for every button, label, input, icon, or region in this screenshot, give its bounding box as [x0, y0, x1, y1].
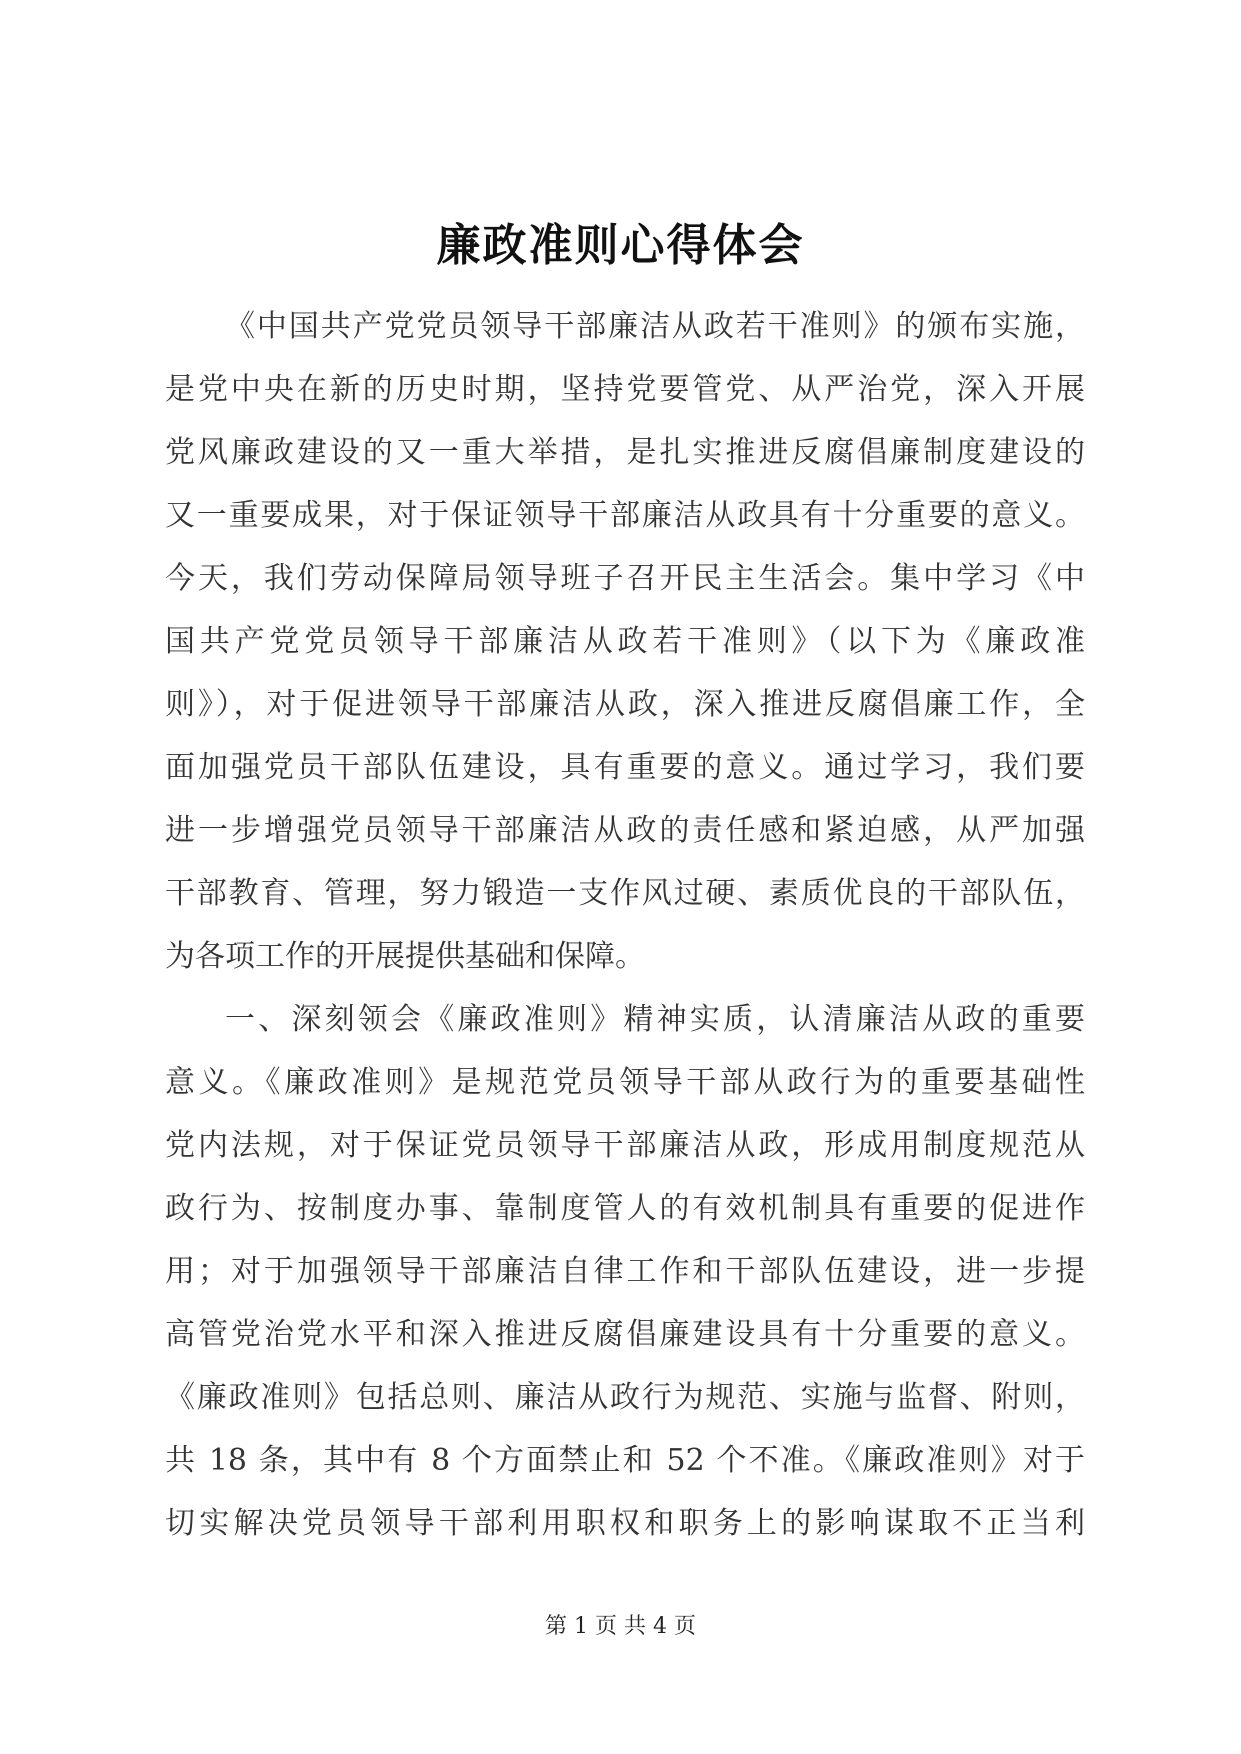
text-line: 用；对于加强领导干部廉洁自律工作和干部队伍建设，进一步提 [165, 1254, 1085, 1289]
text-line: 面加强党员干部队伍建设，具有重要的意义。通过学习，我们要 [165, 750, 1085, 785]
text-line: 是党中央在新的历史时期，坚持党要管党、从严治党，深入开展 [165, 372, 1085, 407]
text-line: 共 18 条，其中有 8 个方面禁止和 52 个不准。《廉政准则》对于 [165, 1443, 1085, 1478]
text-line: 为各项工作的开展提供基础和保障。 [165, 939, 645, 974]
text-line: 进一步增强党员领导干部廉洁从政的责任感和紧迫感，从严加强 [165, 813, 1085, 848]
paragraph-2 [165, 988, 1085, 1555]
text-line: 《中国共产党党员领导干部廉洁从政若干准则》的颁布实施， [225, 309, 1085, 344]
text-line: 则》），对于促进领导干部廉洁从政，深入推进反腐倡廉工作，全 [165, 687, 1085, 722]
document-body [165, 295, 1085, 1555]
text-line: 政行为、按制度办事、靠制度管人的有效机制具有重要的促进作 [165, 1191, 1085, 1226]
text-line: 今天，我们劳动保障局领导班子召开民主生活会。集中学习《中 [165, 561, 1085, 596]
text-line: 高管党治党水平和深入推进反腐倡廉建设具有十分重要的意义。 [165, 1317, 1085, 1352]
text-line: 党风廉政建设的又一重大举措，是扎实推进反腐倡廉制度建设的 [165, 435, 1085, 470]
text-line: 意义。《廉政准则》是规范党员领导干部从政行为的重要基础性 [165, 1065, 1085, 1100]
paragraph-1 [165, 295, 1085, 988]
text-line: 切实解决党员领导干部利用职权和职务上的影响谋取不正当利 [165, 1506, 1085, 1541]
text-line: 党内法规，对于保证党员领导干部廉洁从政，形成用制度规范从 [165, 1128, 1085, 1163]
text-line: 《廉政准则》包括总则、廉洁从政行为规范、实施与监督、附则， [165, 1380, 1085, 1415]
text-line: 又一重要成果，对于保证领导干部廉洁从政具有十分重要的意义。 [165, 498, 1085, 533]
text-line: 干部教育、管理，努力锻造一支作风过硬、素质优良的干部队伍， [165, 876, 1085, 911]
text-line: 一、深刻领会《廉政准则》精神实质，认清廉洁从政的重要 [225, 1002, 1085, 1037]
document-title: 廉政准则心得体会 [436, 220, 805, 271]
text-line: 国共产党党员领导干部廉洁从政若干准则》（以下为《廉政准 [165, 624, 1085, 659]
page-number-footer: 第 1 页 共 4 页 [545, 1614, 696, 1639]
